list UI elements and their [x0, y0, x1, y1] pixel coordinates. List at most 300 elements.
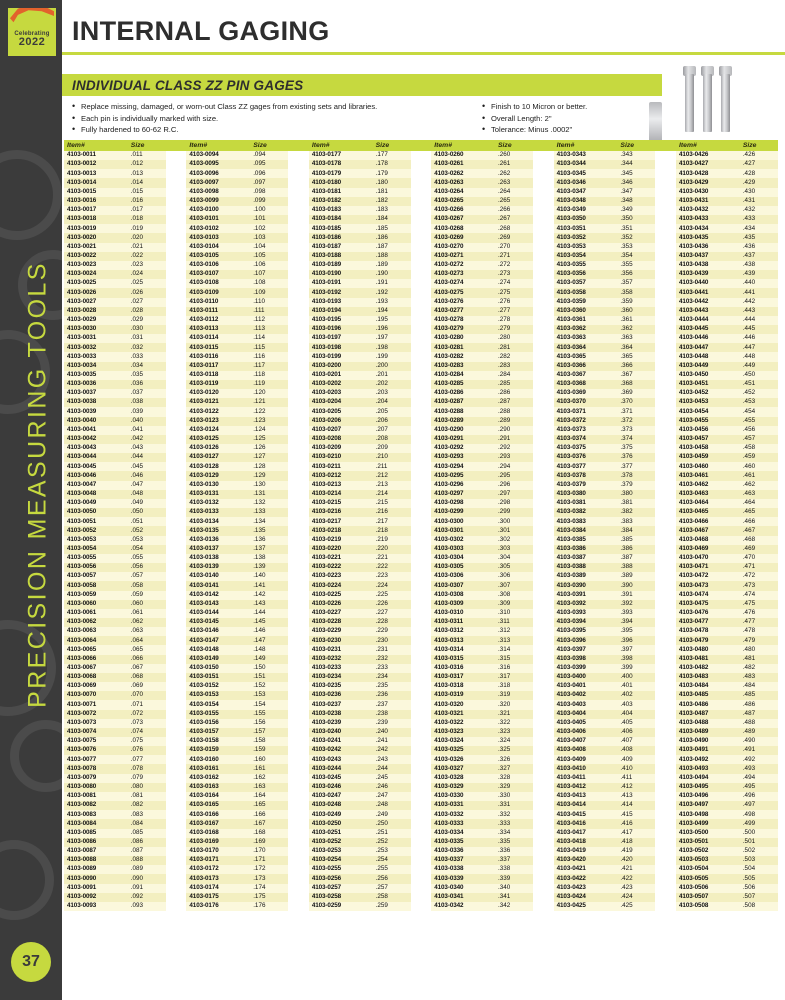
cell-size: .469 [740, 545, 778, 554]
cell-item-number: 4103-0276 [431, 298, 495, 307]
cell-size: .479 [740, 636, 778, 645]
cell-size: .077 [128, 755, 166, 764]
cell-size: .231 [373, 645, 411, 654]
cell-size: .222 [373, 563, 411, 572]
cell-item-number: 4103-0498 [676, 810, 740, 819]
cell-item-number: 4103-0308 [431, 591, 495, 600]
table-row [64, 279, 778, 288]
cell-spacer [655, 169, 676, 178]
cell-spacer [655, 435, 676, 444]
cell-spacer [166, 398, 187, 407]
cell-size: .160 [250, 755, 288, 764]
cell-item-number: 4103-0506 [676, 884, 740, 893]
cell-spacer [655, 151, 676, 160]
cell-size: .389 [617, 572, 655, 581]
cell-size: .092 [128, 893, 166, 902]
cell-size: .072 [128, 710, 166, 719]
cell-item-number: 4103-0254 [309, 856, 373, 865]
cell-size: .455 [740, 417, 778, 426]
cell-size: .288 [495, 407, 533, 416]
cell-item-number: 4103-0328 [431, 774, 495, 783]
cell-size: .365 [617, 352, 655, 361]
cell-item-number: 4103-0068 [64, 673, 128, 682]
cell-item-number: 4103-0463 [676, 490, 740, 499]
table-row [64, 206, 778, 215]
cell-item-number: 4103-0086 [64, 838, 128, 847]
cell-size: .225 [373, 591, 411, 600]
cell-size: .234 [373, 673, 411, 682]
cell-item-number: 4103-0329 [431, 783, 495, 792]
cell-item-number: 4103-0445 [676, 325, 740, 334]
cell-item-number: 4103-0134 [186, 517, 250, 526]
cell-size: .329 [495, 783, 533, 792]
cell-spacer [166, 389, 187, 398]
cell-item-number: 4103-0016 [64, 197, 128, 206]
cell-spacer [655, 517, 676, 526]
cell-size: .322 [495, 719, 533, 728]
cell-size: .064 [128, 636, 166, 645]
cell-item-number: 4103-0469 [676, 545, 740, 554]
cell-item-number: 4103-0436 [676, 243, 740, 252]
cell-spacer [655, 746, 676, 755]
cell-size: .282 [495, 352, 533, 361]
cell-size: .232 [373, 655, 411, 664]
cell-spacer [533, 178, 554, 187]
cell-size: .093 [128, 902, 166, 911]
cell-size: .194 [373, 307, 411, 316]
cell-size: .496 [740, 792, 778, 801]
cell-size: .146 [250, 627, 288, 636]
cell-item-number: 4103-0481 [676, 655, 740, 664]
cell-item-number: 4103-0305 [431, 563, 495, 572]
cell-item-number: 4103-0284 [431, 371, 495, 380]
cell-size: .426 [740, 151, 778, 160]
cell-item-number: 4103-0292 [431, 444, 495, 453]
cell-item-number: 4103-0052 [64, 526, 128, 535]
cell-item-number: 4103-0238 [309, 710, 373, 719]
cell-size: .420 [617, 856, 655, 865]
cell-item-number: 4103-0321 [431, 710, 495, 719]
cell-spacer [288, 197, 309, 206]
cell-spacer [533, 417, 554, 426]
cell-spacer [655, 462, 676, 471]
cell-item-number: 4103-0046 [64, 471, 128, 480]
cell-item-number: 4103-0382 [554, 508, 618, 517]
cell-spacer [533, 572, 554, 581]
cell-size: .390 [617, 581, 655, 590]
table-row [64, 444, 778, 453]
table-row [64, 197, 778, 206]
cell-size: .372 [617, 417, 655, 426]
cell-item-number: 4103-0507 [676, 893, 740, 902]
cell-item-number: 4103-0126 [186, 444, 250, 453]
cell-spacer [411, 233, 432, 242]
cell-size: .356 [617, 270, 655, 279]
cell-size: .233 [373, 664, 411, 673]
cell-size: .378 [617, 471, 655, 480]
cell-item-number: 4103-0166 [186, 810, 250, 819]
cell-item-number: 4103-0063 [64, 627, 128, 636]
table-row [64, 627, 778, 636]
cell-size: .195 [373, 316, 411, 325]
cell-spacer [288, 627, 309, 636]
cell-item-number: 4103-0071 [64, 700, 128, 709]
col-header-item: Item# [676, 140, 740, 151]
cell-spacer [288, 856, 309, 865]
cell-item-number: 4103-0146 [186, 627, 250, 636]
cell-item-number: 4103-0203 [309, 389, 373, 398]
cell-spacer [166, 453, 187, 462]
cell-item-number: 4103-0332 [431, 810, 495, 819]
cell-size: .482 [740, 664, 778, 673]
cell-item-number: 4103-0389 [554, 572, 618, 581]
cell-spacer [533, 847, 554, 856]
cell-item-number: 4103-0262 [431, 169, 495, 178]
cell-size: .284 [495, 371, 533, 380]
cell-item-number: 4103-0396 [554, 636, 618, 645]
cell-size: .111 [250, 307, 288, 316]
cell-item-number: 4103-0028 [64, 307, 128, 316]
cell-spacer [655, 252, 676, 261]
cell-size: .280 [495, 334, 533, 343]
cell-size: .340 [495, 884, 533, 893]
cell-size: .094 [250, 151, 288, 160]
cell-size: .271 [495, 252, 533, 261]
cell-item-number: 4103-0350 [554, 215, 618, 224]
cell-size: .150 [250, 664, 288, 673]
cell-item-number: 4103-0266 [431, 206, 495, 215]
cell-item-number: 4103-0378 [554, 471, 618, 480]
cell-item-number: 4103-0114 [186, 334, 250, 343]
cell-spacer [288, 233, 309, 242]
table-row [64, 673, 778, 682]
cell-size: .211 [373, 462, 411, 471]
cell-item-number: 4103-0285 [431, 380, 495, 389]
cell-spacer [166, 691, 187, 700]
cell-size: .465 [740, 508, 778, 517]
cell-size: .304 [495, 554, 533, 563]
cell-spacer [533, 206, 554, 215]
cell-spacer [166, 746, 187, 755]
cell-size: .323 [495, 728, 533, 737]
cell-size: .189 [373, 261, 411, 270]
table-row [64, 490, 778, 499]
cell-size: .134 [250, 517, 288, 526]
cell-size: .237 [373, 700, 411, 709]
cell-size: .100 [250, 206, 288, 215]
cell-item-number: 4103-0472 [676, 572, 740, 581]
cell-item-number: 4103-0152 [186, 682, 250, 691]
cell-spacer [166, 362, 187, 371]
cell-item-number: 4103-0189 [309, 261, 373, 270]
cell-spacer [533, 829, 554, 838]
cell-item-number: 4103-0361 [554, 316, 618, 325]
cell-size: .074 [128, 728, 166, 737]
cell-spacer [411, 398, 432, 407]
cell-item-number: 4103-0233 [309, 664, 373, 673]
cell-spacer [288, 288, 309, 297]
cell-item-number: 4103-0027 [64, 298, 128, 307]
cell-item-number: 4103-0173 [186, 874, 250, 883]
cell-size: .140 [250, 572, 288, 581]
cell-spacer [288, 352, 309, 361]
table-body [64, 151, 778, 911]
table-row [64, 719, 778, 728]
cell-size: .251 [373, 829, 411, 838]
cell-size: .399 [617, 664, 655, 673]
cell-item-number: 4103-0072 [64, 710, 128, 719]
cell-spacer [655, 499, 676, 508]
cell-item-number: 4103-0402 [554, 691, 618, 700]
cell-item-number: 4103-0393 [554, 609, 618, 618]
cell-item-number: 4103-0294 [431, 462, 495, 471]
cell-size: .062 [128, 618, 166, 627]
cell-spacer [411, 178, 432, 187]
cell-item-number: 4103-0144 [186, 609, 250, 618]
cell-spacer [288, 819, 309, 828]
cell-size: .269 [495, 233, 533, 242]
cell-item-number: 4103-0011 [64, 151, 128, 160]
cell-item-number: 4103-0330 [431, 792, 495, 801]
cell-size: .172 [250, 865, 288, 874]
cell-size: .471 [740, 563, 778, 572]
cell-spacer [166, 554, 187, 563]
cell-item-number: 4103-0042 [64, 435, 128, 444]
cell-size: .354 [617, 252, 655, 261]
cell-size: .326 [495, 755, 533, 764]
cell-spacer [166, 508, 187, 517]
cell-spacer [533, 426, 554, 435]
cell-spacer [288, 673, 309, 682]
cell-size: .097 [250, 178, 288, 187]
col-spacer [655, 140, 676, 151]
cell-item-number: 4103-0376 [554, 453, 618, 462]
cell-size: .142 [250, 591, 288, 600]
cell-item-number: 4103-0221 [309, 554, 373, 563]
cell-item-number: 4103-0081 [64, 792, 128, 801]
cell-item-number: 4103-0241 [309, 737, 373, 746]
cell-size: .202 [373, 380, 411, 389]
cell-spacer [166, 728, 187, 737]
cell-item-number: 4103-0088 [64, 856, 128, 865]
cell-spacer [411, 307, 432, 316]
cell-size: .163 [250, 783, 288, 792]
cell-size: .366 [617, 362, 655, 371]
cell-size: .445 [740, 325, 778, 334]
cell-size: .184 [373, 215, 411, 224]
cell-item-number: 4103-0298 [431, 499, 495, 508]
cell-spacer [411, 636, 432, 645]
cell-spacer [533, 389, 554, 398]
cell-size: .029 [128, 316, 166, 325]
cell-size: .358 [617, 288, 655, 297]
table-row [64, 307, 778, 316]
table-row [64, 334, 778, 343]
cell-item-number: 4103-0165 [186, 801, 250, 810]
cell-size: .137 [250, 545, 288, 554]
cell-item-number: 4103-0074 [64, 728, 128, 737]
cell-size: .498 [740, 810, 778, 819]
cell-item-number: 4103-0014 [64, 178, 128, 187]
cell-item-number: 4103-0198 [309, 343, 373, 352]
cell-item-number: 4103-0406 [554, 728, 618, 737]
cell-item-number: 4103-0069 [64, 682, 128, 691]
table-row [64, 288, 778, 297]
cell-item-number: 4103-0220 [309, 545, 373, 554]
cell-size: .088 [128, 856, 166, 865]
cell-size: .133 [250, 508, 288, 517]
page-number: 37 [11, 942, 51, 982]
pin-gage-table [64, 140, 778, 911]
cell-item-number: 4103-0439 [676, 270, 740, 279]
cell-size: .491 [740, 746, 778, 755]
cell-size: .320 [495, 700, 533, 709]
cell-item-number: 4103-0327 [431, 764, 495, 773]
cell-size: .164 [250, 792, 288, 801]
cell-spacer [655, 700, 676, 709]
cell-spacer [288, 252, 309, 261]
cell-item-number: 4103-0437 [676, 252, 740, 261]
cell-item-number: 4103-0459 [676, 453, 740, 462]
cell-item-number: 4103-0161 [186, 764, 250, 773]
cell-item-number: 4103-0291 [431, 435, 495, 444]
cell-size: .061 [128, 609, 166, 618]
cell-size: .335 [495, 838, 533, 847]
cell-item-number: 4103-0351 [554, 224, 618, 233]
cell-size: .507 [740, 893, 778, 902]
cell-item-number: 4103-0099 [186, 197, 250, 206]
cell-size: .147 [250, 636, 288, 645]
cell-size: .353 [617, 243, 655, 252]
cell-spacer [166, 545, 187, 554]
cell-size: .041 [128, 426, 166, 435]
cell-size: .440 [740, 279, 778, 288]
cell-size: .167 [250, 819, 288, 828]
cell-spacer [533, 710, 554, 719]
cell-item-number: 4103-0272 [431, 261, 495, 270]
cell-size: .227 [373, 609, 411, 618]
cell-size: .439 [740, 270, 778, 279]
cell-spacer [288, 655, 309, 664]
table-row [64, 435, 778, 444]
cell-item-number: 4103-0119 [186, 380, 250, 389]
cell-item-number: 4103-0236 [309, 691, 373, 700]
cell-item-number: 4103-0104 [186, 243, 250, 252]
cell-size: .265 [495, 197, 533, 206]
cell-size: .174 [250, 884, 288, 893]
cell-spacer [533, 151, 554, 160]
cell-spacer [166, 600, 187, 609]
cell-size: .155 [250, 710, 288, 719]
cell-item-number: 4103-0230 [309, 636, 373, 645]
section-title: INDIVIDUAL CLASS ZZ PIN GAGES [72, 78, 304, 93]
cell-spacer [288, 444, 309, 453]
cell-size: .027 [128, 298, 166, 307]
cell-size: .287 [495, 398, 533, 407]
cell-item-number: 4103-0097 [186, 178, 250, 187]
cell-item-number: 4103-0448 [676, 352, 740, 361]
cell-item-number: 4103-0022 [64, 252, 128, 261]
cell-spacer [655, 160, 676, 169]
table-row [64, 563, 778, 572]
cell-size: .341 [495, 893, 533, 902]
cell-spacer [411, 499, 432, 508]
cell-spacer [655, 801, 676, 810]
cell-size: .484 [740, 682, 778, 691]
cell-size: .121 [250, 398, 288, 407]
cell-spacer [288, 618, 309, 627]
cell-item-number: 4103-0339 [431, 874, 495, 883]
cell-size: .350 [617, 215, 655, 224]
cell-spacer [411, 453, 432, 462]
gear-decoration-icon [0, 840, 54, 920]
cell-size: .343 [617, 151, 655, 160]
cell-item-number: 4103-0387 [554, 554, 618, 563]
cell-spacer [411, 554, 432, 563]
cell-spacer [411, 884, 432, 893]
cell-spacer [411, 371, 432, 380]
cell-item-number: 4103-0258 [309, 893, 373, 902]
cell-size: .289 [495, 417, 533, 426]
cell-spacer [533, 517, 554, 526]
cell-size: .223 [373, 572, 411, 581]
cell-spacer [166, 178, 187, 187]
cell-item-number: 4103-0116 [186, 352, 250, 361]
cell-size: .082 [128, 801, 166, 810]
table-row [64, 517, 778, 526]
cell-size: .192 [373, 288, 411, 297]
left-sidebar [0, 0, 62, 1000]
cell-size: .490 [740, 737, 778, 746]
cell-item-number: 4103-0252 [309, 838, 373, 847]
cell-size: .196 [373, 325, 411, 334]
cell-item-number: 4103-0151 [186, 673, 250, 682]
cell-spacer [411, 893, 432, 902]
bullet-item: • Finish to 10 Micron or better. [482, 102, 732, 111]
cell-size: .331 [495, 801, 533, 810]
cell-item-number: 4103-0476 [676, 609, 740, 618]
cell-size: .143 [250, 600, 288, 609]
cell-size: .370 [617, 398, 655, 407]
cell-size: .418 [617, 838, 655, 847]
cell-item-number: 4103-0251 [309, 829, 373, 838]
cell-item-number: 4103-0338 [431, 865, 495, 874]
cell-spacer [288, 151, 309, 160]
cell-item-number: 4103-0373 [554, 426, 618, 435]
cell-item-number: 4103-0231 [309, 645, 373, 654]
cell-size: .032 [128, 343, 166, 352]
cell-size: .081 [128, 792, 166, 801]
cell-item-number: 4103-0130 [186, 481, 250, 490]
cell-size: .049 [128, 499, 166, 508]
cell-item-number: 4103-0366 [554, 362, 618, 371]
cell-item-number: 4103-0457 [676, 435, 740, 444]
cell-spacer [411, 279, 432, 288]
cell-spacer [166, 783, 187, 792]
cell-spacer [655, 307, 676, 316]
cell-size: .342 [495, 902, 533, 911]
cell-item-number: 4103-0290 [431, 426, 495, 435]
cell-size: .417 [617, 829, 655, 838]
cell-spacer [533, 325, 554, 334]
cell-spacer [411, 298, 432, 307]
cell-size: .302 [495, 536, 533, 545]
cell-spacer [288, 682, 309, 691]
cell-size: .178 [373, 160, 411, 169]
cell-item-number: 4103-0264 [431, 188, 495, 197]
cell-spacer [533, 307, 554, 316]
cell-size: .359 [617, 298, 655, 307]
